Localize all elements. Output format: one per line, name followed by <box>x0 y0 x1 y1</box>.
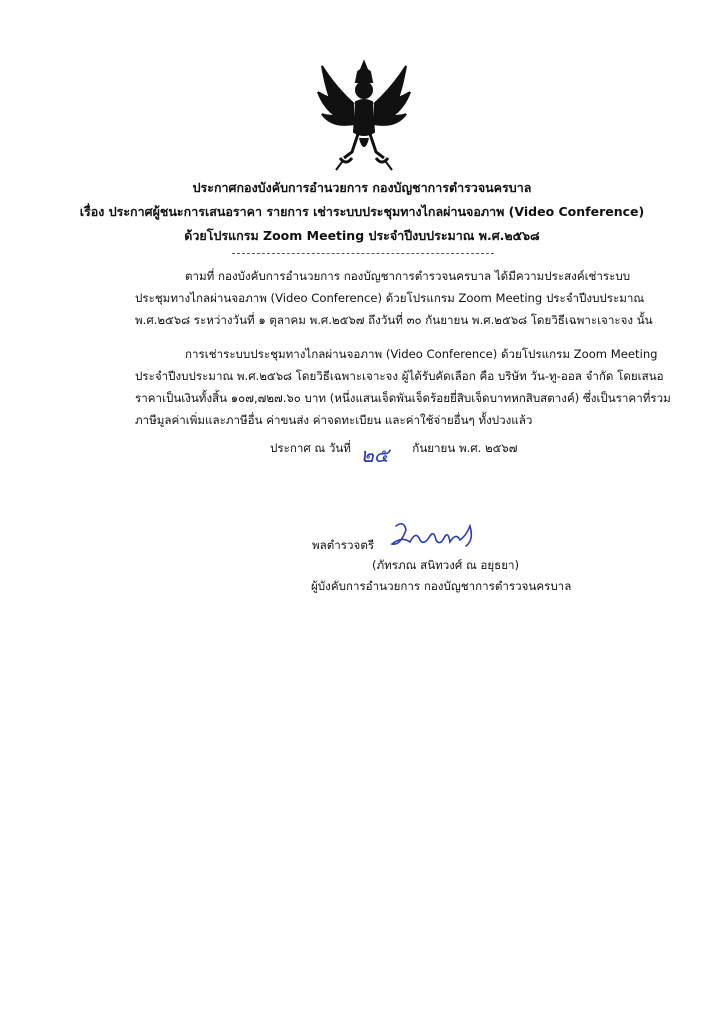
paragraph-2 <box>135 343 671 431</box>
document-title-line2: เรื่อง ประกาศผู้ชนะการเสนอราคา รายการ เช่าระบบประชุมทางไกลผ่านจอภาพ (Video Conference) <box>79 204 645 219</box>
handwritten-day-value: ๒๕ <box>360 443 389 467</box>
paragraph-1 <box>135 265 653 331</box>
signer-position: ผู้บังคับการอำนวยการ กองบัญชาการตำรวจนครบาล <box>311 579 572 593</box>
announce-suffix: กันยายน พ.ศ. ๒๕๖๗ <box>412 441 518 455</box>
paragraph-2-line: การเช่าระบบประชุมทางไกลผ่านจอภาพ (Video Conference) ด้วยโปรแกรม Zoom Meeting <box>185 347 658 361</box>
paragraph-2-line: ภาษีมูลค่าเพิ่มและภาษีอื่น ค่าขนส่ง ค่าจดทะเบียน และค่าใช้จ่ายอื่นๆ ทั้งปวงแล้ว <box>135 413 533 427</box>
document-title-line1: ประกาศกองบังคับการอำนวยการ กองบัญชาการตำรวจนครบาล <box>192 180 532 195</box>
announce-prefix: ประกาศ ณ วันที่ <box>270 441 351 455</box>
garuda-emblem <box>316 58 412 172</box>
signer-rank: พลตำรวจตรี <box>312 538 375 552</box>
separator-line <box>232 253 494 254</box>
document-title-line3: ด้วยโปรแกรม Zoom Meeting ประจำปีงบประมาณ พ.ศ.๒๕๖๘ <box>184 228 540 243</box>
signer-name: (ภัทรภณ สนิทวงศ์ ณ อยุธยา) <box>372 558 520 572</box>
paragraph-1-line: ประชุมทางไกลผ่านจอภาพ (Video Conference) ด้วยโปรแกรม Zoom Meeting ประจำปีงบประมาณ <box>135 291 645 305</box>
paragraph-2-line: ราคาเป็นเงินทั้งสิ้น ๑๐๗,๗๒๗.๖๐ บาท (หนึ่งแสนเจ็ดพันเจ็ดร้อยยี่สิบเจ็ดบาทหกสิบสตางค์) ซึ่งเป็นราคาที่รวม <box>135 391 671 405</box>
paragraph-1-line: ตามที่ กองบังคับการอำนวยการ กองบัญชาการตำรวจนครบาล ได้มีความประสงค์เช่าระบบ <box>185 269 631 283</box>
paragraph-1-line: พ.ศ.๒๕๖๘ ระหว่างวันที่ ๑ ตุลาคม พ.ศ.๒๕๖๗ ถึงวันที่ ๓๐ กันยายน พ.ศ.๒๕๖๘ โดยวิธีเฉพาะเจาะจง นั้น <box>135 313 653 327</box>
signature-image <box>386 516 478 556</box>
announcement-date <box>270 440 518 467</box>
paragraph-2-line: ประจำปีงบประมาณ พ.ศ.๒๕๖๘ โดยวิธีเฉพาะเจาะจง ผู้ได้รับคัดเลือก คือ บริษัท วัน-ทู-ออล จำกัด โดยเสนอ <box>135 369 664 383</box>
